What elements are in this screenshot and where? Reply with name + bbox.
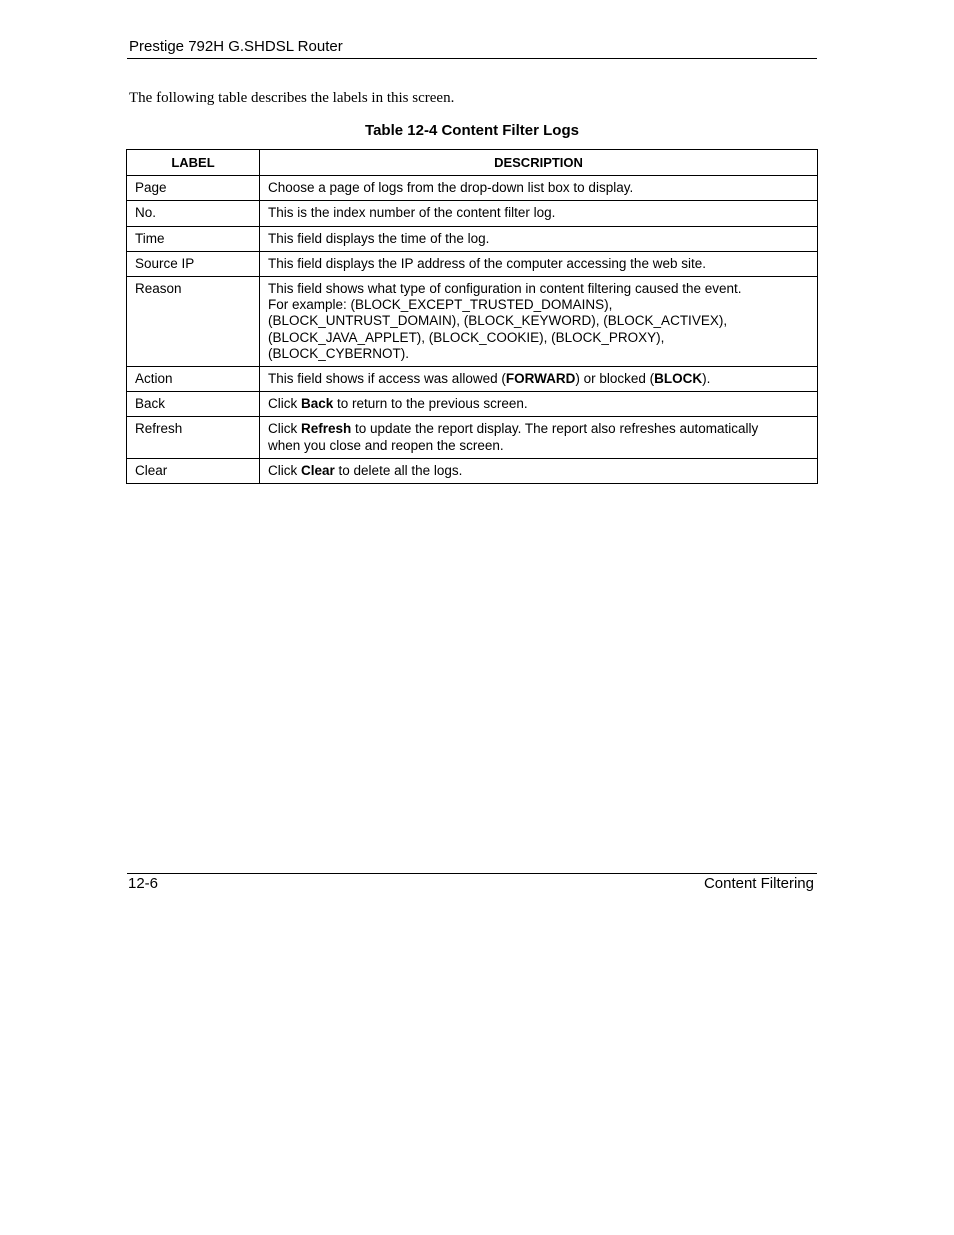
description-line: (BLOCK_JAVA_APPLET), (BLOCK_COOKIE), (BLOCK_PROXY), [268,329,665,345]
row-label: Source IP [127,251,260,276]
table-row [127,251,818,276]
row-label: Time [127,226,260,251]
row-description: This is the index number of the content filter log. [260,201,818,226]
description-line: when you close and reopen the screen. [268,437,504,453]
content-filter-logs-table [126,149,818,484]
table-row [127,201,818,226]
row-description: Choose a page of logs from the drop-down list box to display. [260,176,818,201]
row-label: Action [127,367,260,392]
description-text: Click [268,462,301,478]
running-header: Prestige 792H G.SHDSL Router [129,38,343,55]
row-label: No. [127,201,260,226]
table-row [127,226,818,251]
row-label: Clear [127,458,260,483]
bold-term: FORWARD [505,371,576,387]
description-text: Click [268,396,301,412]
row-label: Reason [127,277,260,367]
table-caption: Table 12-4 Content Filter Logs [365,122,579,139]
page-number: 12-6 [128,875,159,892]
row-description [260,367,818,392]
row-description: This field displays the IP address of the computer accessing the web site. [260,251,818,276]
table-row [127,367,818,392]
intro-text: The following table describes the labels in this screen. [129,90,455,106]
description-text: ) or blocked ( [575,371,655,387]
bold-term: Back [301,396,334,412]
table-row [127,277,818,367]
row-description [260,458,818,483]
bold-term: Refresh [301,421,352,437]
description-column-header: DESCRIPTION [260,150,818,176]
table-row [127,176,818,201]
description-text: to return to the previous screen. [333,396,528,412]
section-name: Content Filtering [703,875,814,892]
description-line: For example: (BLOCK_EXCEPT_TRUSTED_DOMAINS), [268,297,613,313]
description-text: Click [268,421,301,437]
description-line [268,421,809,437]
table-header-row [127,150,818,176]
bold-term: BLOCK [654,371,703,387]
footer-rule [127,873,817,874]
row-description [260,392,818,417]
header-rule [127,58,817,59]
bold-term: Clear [301,462,335,478]
table-row [127,458,818,483]
description-line: (BLOCK_CYBERNOT). [268,345,410,361]
description-text: This field shows if access was allowed ( [268,371,506,387]
row-label: Refresh [127,417,260,458]
description-text: to delete all the logs. [334,462,463,478]
description-line: This field shows what type of configuration in content filtering caused the event. [268,281,742,297]
description-text: ). [702,371,711,387]
row-description [260,277,818,367]
description-text: to update the report display. The report also refreshes automatically [351,421,759,437]
table-row [127,392,818,417]
description-line: (BLOCK_UNTRUST_DOMAIN), (BLOCK_KEYWORD), (BLOCK_ACTIVEX), [268,313,728,329]
row-description [260,417,818,458]
row-description: This field displays the time of the log. [260,226,818,251]
row-label: Page [127,176,260,201]
label-column-header: LABEL [127,150,260,176]
table-row [127,417,818,458]
row-label: Back [127,392,260,417]
